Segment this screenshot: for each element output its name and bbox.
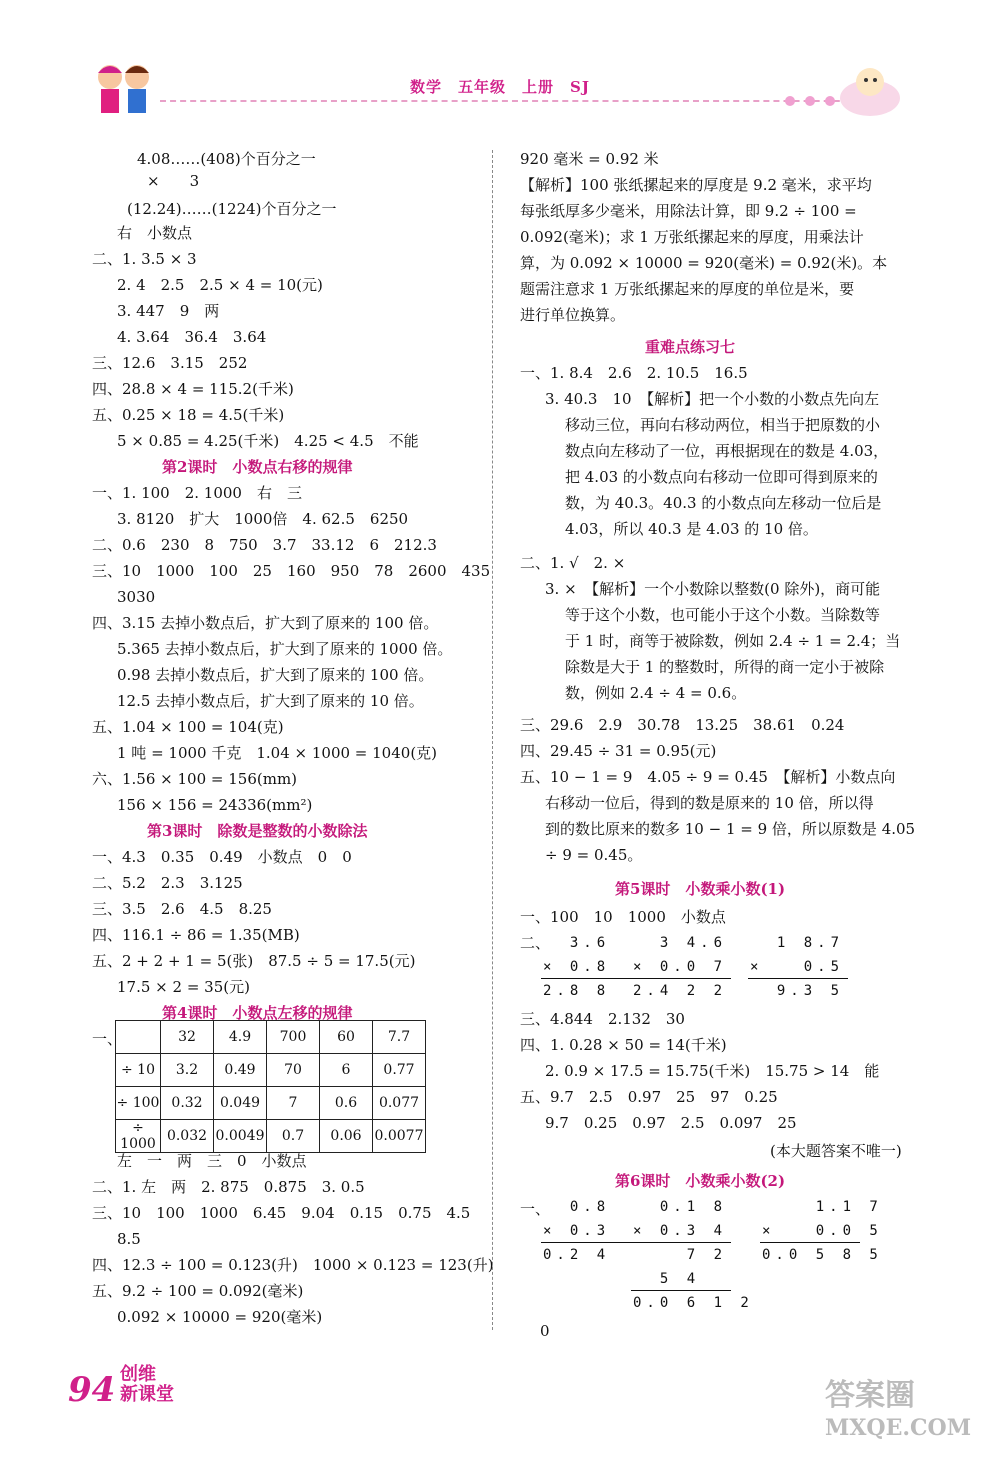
- answer-line: 等于这个小数，也可能小于这个小数。当除数等: [565, 606, 881, 624]
- answer-line: 把 4.03 的小数点向右移动一位即可得到原来的: [565, 468, 878, 486]
- table-cell: ÷ 10: [116, 1054, 161, 1087]
- table-cell: 0.0049: [214, 1120, 267, 1153]
- answer-line: 数，为 40.3。40.3 的小数点向左移动一位后是: [565, 494, 882, 512]
- answer-line: 2. 4 2.5 2.5 × 4 = 10(元): [117, 276, 323, 294]
- answer-line: (12.24)……(1224)个百分之一: [127, 200, 337, 218]
- answer-line: 五、9.2 ÷ 100 = 0.092(毫米): [92, 1282, 304, 1300]
- answer-line: 五、10 − 1 = 9 4.05 ÷ 9 = 0.45 【解析】小数点向: [520, 768, 896, 786]
- vertical-math-line: × 0.0 5: [762, 1223, 883, 1239]
- answer-line: 17.5 × 2 = 35(元): [117, 978, 250, 996]
- answer-line: 二、1. 左 两 2. 875 0.875 3. 0.5: [92, 1178, 365, 1196]
- vertical-math-rule: [631, 1242, 731, 1243]
- answer-line: 3. 8120 扩大 1000倍 4. 62.5 6250: [117, 510, 409, 528]
- table-cell: 0.7: [267, 1120, 320, 1153]
- section-heading: 第5课时 小数乘小数(1): [615, 880, 786, 898]
- vertical-math-rule: [748, 978, 848, 979]
- answer-line: 8.5: [117, 1230, 141, 1248]
- answer-line: 左 一 两 三 0 小数点: [117, 1152, 307, 1170]
- answer-line: 四、12.3 ÷ 100 = 0.123(升) 1000 × 0.123 = 123(升): [92, 1256, 494, 1274]
- vertical-math-line: 0.0 6 1 2: [633, 1295, 754, 1311]
- vertical-math-line: 1 8.7: [750, 935, 845, 951]
- page-number: 94: [68, 1370, 116, 1410]
- answer-line: 0.092 × 10000 = 920(毫米): [117, 1308, 323, 1326]
- table-cell: 0.06: [320, 1120, 373, 1153]
- answer-line: 四、116.1 ÷ 86 = 1.35(MB): [92, 926, 300, 944]
- section-heading: 第4课时 小数点左移的规律: [162, 1004, 353, 1022]
- brand-logo: [120, 1365, 174, 1405]
- answer-line: 算，为 0.092 × 10000 = 920(毫米) = 0.92(米)。本: [520, 254, 888, 272]
- table-cell: 700: [267, 1021, 320, 1054]
- table-row: [116, 1087, 426, 1120]
- vertical-math-line: 2.4 2 2: [633, 983, 728, 999]
- table-cell: 4.9: [214, 1021, 267, 1054]
- answer-line: 除数是大于 1 的整数时，所得的商一定小于被除: [565, 658, 885, 676]
- vertical-math-rule: [541, 978, 641, 979]
- column-divider: [492, 150, 493, 1330]
- answer-line: 2. 0.9 × 17.5 = 15.75(千米) 15.75 > 14 能: [545, 1062, 880, 1080]
- answer-line: 进行单位换算。: [520, 306, 626, 324]
- vertical-math-line: × 0.0 7: [633, 959, 728, 975]
- decimal-shift-table: [115, 1020, 426, 1153]
- vertical-math-line: × 0.5: [750, 959, 845, 975]
- answer-line: 5 × 0.85 = 4.25(千米) 4.25 < 4.5 不能: [117, 432, 419, 450]
- decorative-kids-illustration: [85, 55, 165, 125]
- answer-line: 六、1.56 × 100 = 156(mm): [92, 770, 298, 788]
- answer-line: 4.03，所以 40.3 是 4.03 的 10 倍。: [565, 520, 818, 538]
- answer-line: 题需注意求 1 万张纸摞起来的厚度的单位是米，要: [520, 280, 855, 298]
- page-header: [160, 70, 920, 110]
- table-cell: 6: [320, 1054, 373, 1087]
- answer-line: 3. 447 9 两: [117, 302, 220, 320]
- answer-line: 一、4.3 0.35 0.49 小数点 0 0: [92, 848, 352, 866]
- answer-line: 12.5 去掉小数点后，扩大到了原来的 10 倍。: [117, 692, 424, 710]
- table-cell: 0.6: [320, 1087, 373, 1120]
- table-cell: 70: [267, 1054, 320, 1087]
- answer-line: 右 小数点: [117, 224, 193, 242]
- answer-line: 4.08……(408)个百分之一: [137, 150, 316, 168]
- table-cell: 60: [320, 1021, 373, 1054]
- table-cell: 0.49: [214, 1054, 267, 1087]
- answer-line: (本大题答案不唯一): [770, 1142, 902, 1160]
- vertical-math-rule: [541, 1242, 641, 1243]
- answer-line: 三、10 100 1000 6.45 9.04 0.15 0.75 4.5: [92, 1204, 471, 1222]
- answer-line: 0.092(毫米)；求 1 万张纸摞起来的厚度，用乘法计: [520, 228, 864, 246]
- table-cell: 7: [267, 1087, 320, 1120]
- vertical-math-line: 0.0 5 8 5: [762, 1247, 883, 1263]
- table-cell: 32: [161, 1021, 214, 1054]
- watermark-line2: MXQE.COM: [825, 1415, 972, 1441]
- vertical-math-line: × 0.8: [543, 959, 611, 975]
- answer-line: 三、4.844 2.132 30: [520, 1010, 685, 1028]
- answer-line: 3. 40.3 10 【解析】把一个小数的小数点先向左: [545, 390, 880, 408]
- answer-line: 0: [540, 1322, 550, 1340]
- answer-line: 四、3.15 去掉小数点后，扩大到了原来的 100 倍。: [92, 614, 439, 632]
- answer-line: 五、2 + 2 + 1 = 5(张) 87.5 ÷ 5 = 17.5(元): [92, 952, 416, 970]
- table-cell: 0.032: [161, 1120, 214, 1153]
- table-cell: ÷ 1000: [116, 1120, 161, 1153]
- answer-line: 五、9.7 2.5 0.97 25 97 0.25: [520, 1088, 778, 1106]
- answer-line: 156 × 156 = 24336(mm²): [117, 796, 313, 814]
- logo-line1: 创维: [120, 1364, 156, 1385]
- answer-line: 一、100 10 1000 小数点: [520, 908, 726, 926]
- vertical-math-line: 3 4.6: [633, 935, 728, 951]
- answer-line: 4. 3.64 36.4 3.64: [117, 328, 267, 346]
- answer-line: 五、1.04 × 100 = 104(克): [92, 718, 284, 736]
- vertical-math-rule: [631, 1290, 731, 1291]
- vertical-math-line: 5 4: [633, 1271, 701, 1287]
- answer-line: 数点向左移动了一位，再根据现在的数是 4.03，: [565, 442, 889, 460]
- section-heading: 第6课时 小数乘小数(2): [615, 1172, 786, 1190]
- answer-line: 数，例如 2.4 ÷ 4 = 0.6。: [565, 684, 747, 702]
- answer-line: 【解析】100 张纸摞起来的厚度是 9.2 毫米，求平均: [520, 176, 872, 194]
- header-title: 数学 五年级 上册 SJ: [410, 78, 590, 96]
- vertical-math-line: 1.1 7: [762, 1199, 883, 1215]
- answer-line: 9.7 0.25 0.97 2.5 0.097 25: [545, 1114, 797, 1132]
- answer-line: 右移动一位后，得到的数是原来的 10 倍，所以得: [545, 794, 874, 812]
- answer-line: 每张纸厚多少毫米，用除法计算，即 9.2 ÷ 100 =: [520, 202, 857, 220]
- answer-line: 920 毫米 = 0.92 米: [520, 150, 659, 168]
- watermark-line1: 答案圈: [825, 1378, 915, 1413]
- answer-line: 二、5.2 2.3 3.125: [92, 874, 243, 892]
- answer-line: 三、12.6 3.15 252: [92, 354, 248, 372]
- answer-line: 五、0.25 × 18 = 4.5(千米): [92, 406, 285, 424]
- answer-line: 3. × 【解析】一个小数除以整数(0 除外)，商可能: [545, 580, 881, 598]
- answer-line: 一、1. 100 2. 1000 右 三: [92, 484, 302, 502]
- answer-line: 三、29.6 2.9 30.78 13.25 38.61 0.24: [520, 716, 845, 734]
- table-cell: 0.32: [161, 1087, 214, 1120]
- section-heading: 第3课时 除数是整数的小数除法: [147, 822, 368, 840]
- answer-line: 于 1 时，商等于被除数，例如 2.4 ÷ 1 = 2.4；当: [565, 632, 901, 650]
- table-row: [116, 1120, 426, 1153]
- vertical-math-line: 0.8: [543, 1199, 611, 1215]
- answer-line: 二、1. √ 2. ×: [520, 554, 626, 572]
- answer-line: 一、: [520, 1200, 551, 1218]
- section-heading: 重难点练习七: [645, 338, 736, 356]
- answer-line: 移动三位，再向右移动两位，相当于把原数的小: [565, 416, 881, 434]
- answer-line: ÷ 9 = 0.45。: [545, 846, 643, 864]
- watermark: [825, 1380, 971, 1444]
- decorative-chick-illustration: [835, 60, 905, 120]
- table-cell: ÷ 100: [116, 1087, 161, 1120]
- answer-line: 到的数比原来的数多 10 − 1 = 9 倍，所以原数是 4.05: [545, 820, 916, 838]
- vertical-math-line: 2.8 8: [543, 983, 611, 999]
- vertical-math-rule: [760, 1242, 860, 1243]
- answer-line: 三、3.5 2.6 4.5 8.25: [92, 900, 272, 918]
- answer-line: 三、10 1000 100 25 160 950 78 2600 435: [92, 562, 491, 580]
- table-cell: 0.049: [214, 1087, 267, 1120]
- table-cell: 0.0077: [373, 1120, 426, 1153]
- answer-line: 二、0.6 230 8 750 3.7 33.12 6 212.3: [92, 536, 437, 554]
- vertical-math-line: × 0.3 4: [633, 1223, 728, 1239]
- vertical-math-line: 0.2 4: [543, 1247, 611, 1263]
- section-heading: 第2课时 小数点右移的规律: [162, 458, 353, 476]
- table-cell: 0.077: [373, 1087, 426, 1120]
- answer-line: 一、1. 8.4 2.6 2. 10.5 16.5: [520, 364, 748, 382]
- vertical-math-line: 3.6: [543, 935, 611, 951]
- logo-line2: 新课堂: [120, 1384, 174, 1405]
- table-cell: 3.2: [161, 1054, 214, 1087]
- answer-line: 四、1. 0.28 × 50 = 14(千米): [520, 1036, 727, 1054]
- vertical-math-line: 9.3 5: [750, 983, 845, 999]
- header-dashed-line: [160, 100, 880, 102]
- table-row: [116, 1021, 426, 1054]
- answer-line: 一、: [92, 1030, 123, 1048]
- table-row: [116, 1054, 426, 1087]
- table-cell: [116, 1021, 161, 1054]
- answer-line: 四、28.8 × 4 = 115.2(千米): [92, 380, 294, 398]
- answer-line: 二、: [520, 934, 551, 952]
- answer-line: × 3: [147, 172, 200, 190]
- answer-line: 二、1. 3.5 × 3: [92, 250, 197, 268]
- vertical-math-line: 0.1 8: [633, 1199, 728, 1215]
- vertical-math-line: 7 2: [633, 1247, 728, 1263]
- vertical-math-rule: [631, 978, 731, 979]
- answer-line: 0.98 去掉小数点后，扩大到了原来的 100 倍。: [117, 666, 434, 684]
- table-cell: 7.7: [373, 1021, 426, 1054]
- answer-line: 1 吨 = 1000 千克 1.04 × 1000 = 1040(克): [117, 744, 438, 762]
- answer-line: 3030: [117, 588, 156, 606]
- table-cell: 0.77: [373, 1054, 426, 1087]
- answer-line: 5.365 去掉小数点后，扩大到了原来的 1000 倍。: [117, 640, 453, 658]
- vertical-math-line: × 0.3: [543, 1223, 611, 1239]
- answer-line: 四、29.45 ÷ 31 = 0.95(元): [520, 742, 717, 760]
